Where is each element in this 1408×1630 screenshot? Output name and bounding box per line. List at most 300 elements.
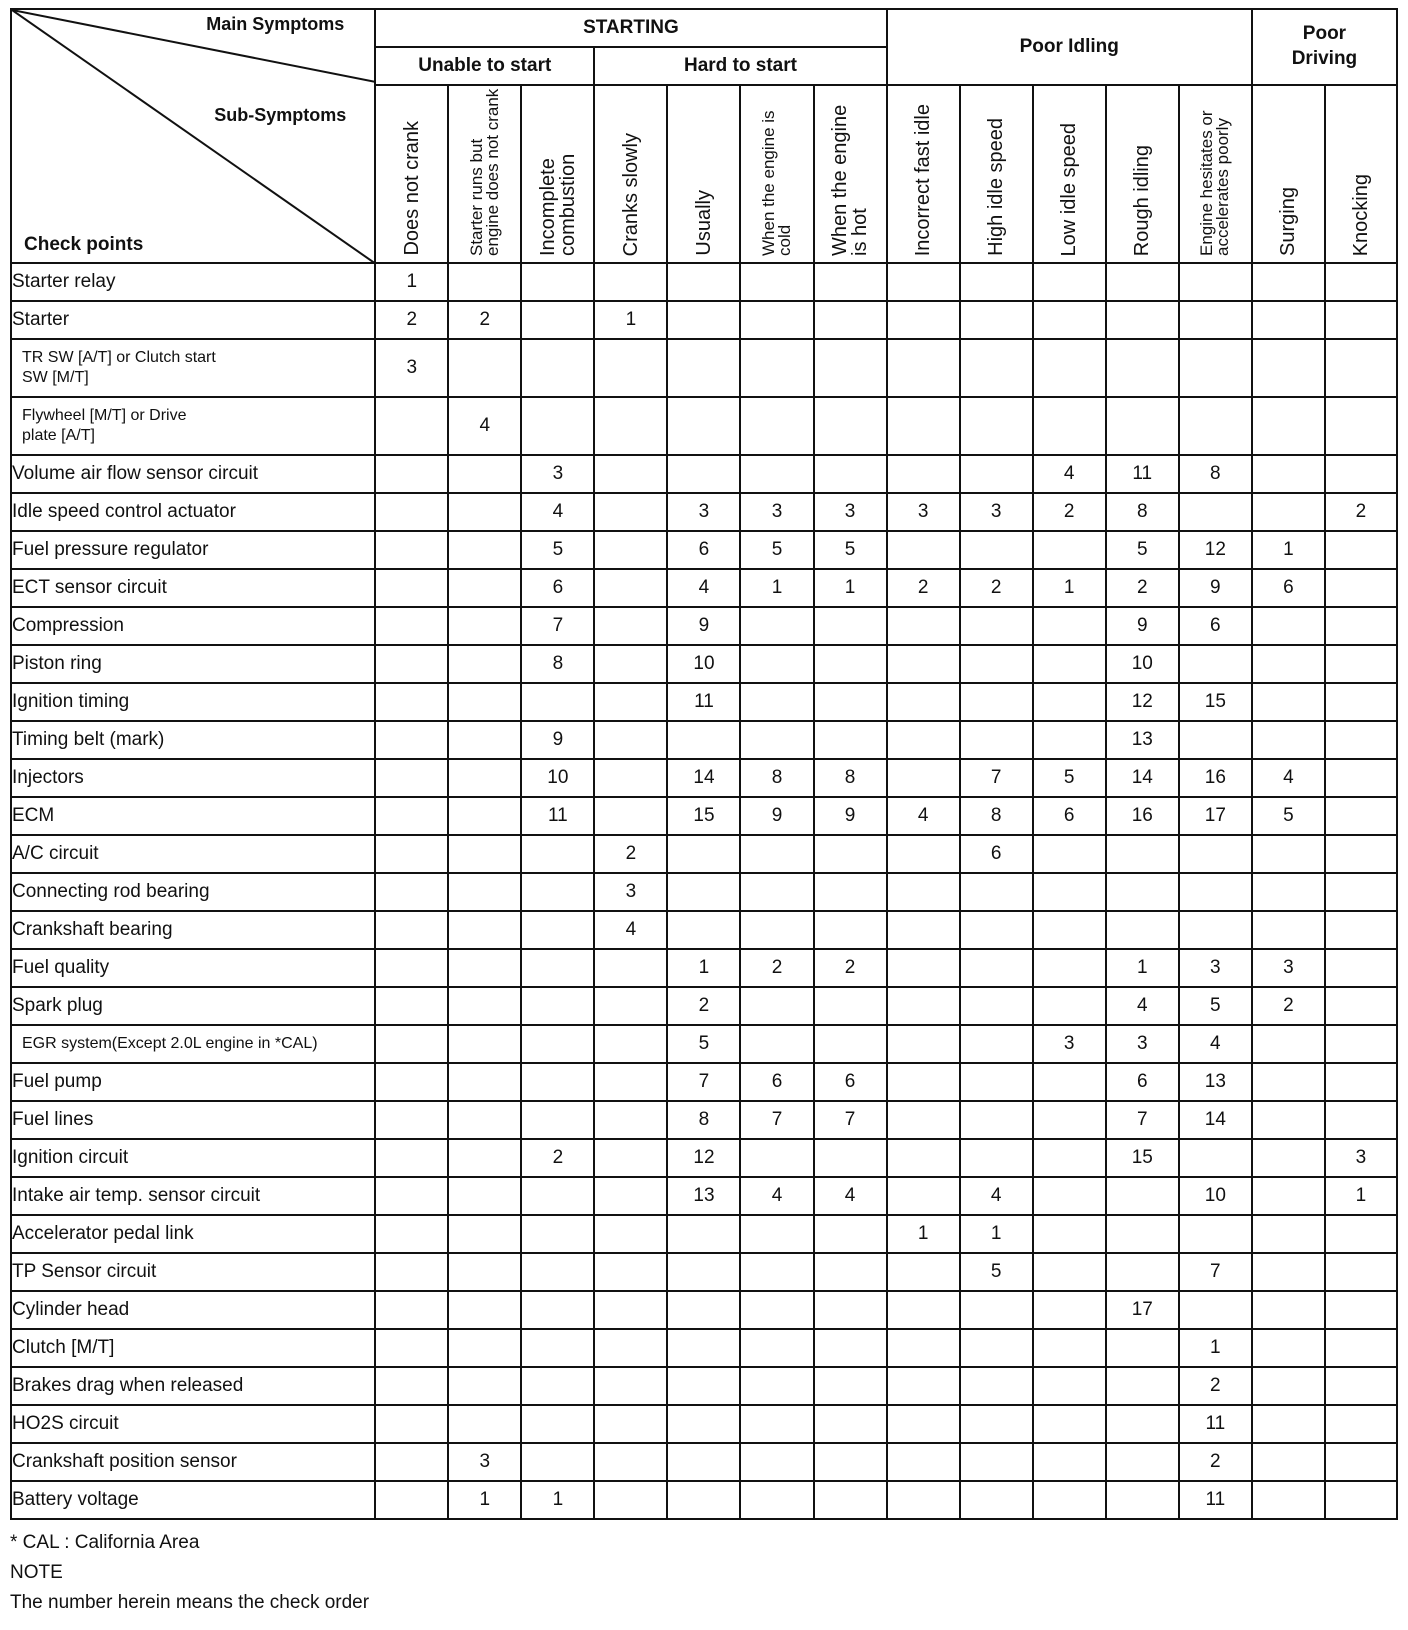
check-order-cell <box>1179 721 1252 759</box>
check-order-cell: 2 <box>960 569 1033 607</box>
check-order-cell <box>594 797 667 835</box>
check-order-cell <box>960 1443 1033 1481</box>
check-order-cell: 3 <box>667 493 740 531</box>
check-order-cell: 15 <box>667 797 740 835</box>
check-order-cell <box>448 531 521 569</box>
check-point-label: Ignition timing <box>11 683 375 721</box>
check-order-cell <box>375 645 448 683</box>
check-order-cell <box>814 1405 887 1443</box>
check-order-cell <box>887 873 960 911</box>
check-point-label: EGR system(Except 2.0L engine in *CAL) <box>11 1025 375 1063</box>
check-order-cell <box>1033 683 1106 721</box>
check-order-cell <box>1325 683 1397 721</box>
check-order-cell <box>1179 645 1252 683</box>
check-order-cell <box>521 987 594 1025</box>
check-order-cell <box>887 339 960 397</box>
table-row <box>11 397 1397 455</box>
check-order-cell <box>594 1101 667 1139</box>
check-order-cell <box>887 455 960 493</box>
check-order-cell <box>667 397 740 455</box>
check-order-cell <box>375 949 448 987</box>
check-order-cell <box>448 949 521 987</box>
check-order-cell <box>375 1025 448 1063</box>
check-order-cell: 2 <box>1106 569 1179 607</box>
check-order-cell: 3 <box>1106 1025 1179 1063</box>
check-order-cell <box>1033 607 1106 645</box>
check-order-cell <box>1179 339 1252 397</box>
table-row <box>11 1291 1397 1329</box>
check-order-cell <box>887 645 960 683</box>
check-order-cell: 17 <box>1106 1291 1179 1329</box>
sub-symptom-header <box>594 85 667 263</box>
check-order-cell <box>960 531 1033 569</box>
check-order-cell: 4 <box>960 1177 1033 1215</box>
check-order-cell <box>887 1291 960 1329</box>
check-order-cell <box>740 683 813 721</box>
check-order-cell <box>594 493 667 531</box>
check-order-cell: 1 <box>521 1481 594 1519</box>
check-order-cell <box>594 1215 667 1253</box>
check-order-cell <box>740 911 813 949</box>
sub-symptom-header <box>1252 85 1325 263</box>
check-order-cell <box>1325 1367 1397 1405</box>
check-order-cell: 10 <box>1106 645 1179 683</box>
check-order-cell <box>1106 397 1179 455</box>
check-order-cell <box>814 721 887 759</box>
check-order-cell <box>960 301 1033 339</box>
check-order-cell <box>814 873 887 911</box>
check-order-cell <box>1252 645 1325 683</box>
check-order-cell <box>521 1025 594 1063</box>
check-order-cell <box>448 339 521 397</box>
check-order-cell: 5 <box>1106 531 1179 569</box>
check-order-cell <box>740 1405 813 1443</box>
check-order-cell <box>667 1215 740 1253</box>
check-order-cell: 4 <box>740 1177 813 1215</box>
check-order-cell <box>667 911 740 949</box>
check-order-cell: 12 <box>1106 683 1179 721</box>
sub-symptom-header <box>375 85 448 263</box>
header-corner-cell <box>11 9 375 263</box>
check-order-cell: 1 <box>375 263 448 301</box>
sub-symptom-label: Usually <box>692 190 715 256</box>
check-order-cell: 2 <box>594 835 667 873</box>
sub-symptom-label: When the engine is hot <box>829 104 872 256</box>
check-point-label: TR SW [A/T] or Clutch start SW [M/T] <box>11 339 375 397</box>
check-order-cell <box>448 569 521 607</box>
table-row <box>11 1367 1397 1405</box>
check-order-cell <box>1252 1291 1325 1329</box>
check-order-cell: 13 <box>667 1177 740 1215</box>
check-order-cell <box>448 263 521 301</box>
check-order-cell <box>594 987 667 1025</box>
check-order-cell <box>1252 397 1325 455</box>
check-order-cell <box>960 949 1033 987</box>
check-order-cell <box>594 1177 667 1215</box>
sub-symptom-label: Does not crank <box>400 121 423 256</box>
check-order-cell: 6 <box>740 1063 813 1101</box>
check-order-cell: 11 <box>667 683 740 721</box>
check-order-cell <box>887 835 960 873</box>
check-point-label: Fuel lines <box>11 1101 375 1139</box>
check-order-cell <box>375 1329 448 1367</box>
check-order-cell: 4 <box>594 911 667 949</box>
check-order-cell <box>1033 339 1106 397</box>
main-symptoms-label: Main Symptoms <box>206 14 345 34</box>
check-order-cell <box>1252 1215 1325 1253</box>
check-order-cell <box>1106 263 1179 301</box>
check-order-cell <box>594 1481 667 1519</box>
check-order-cell: 10 <box>1179 1177 1252 1215</box>
check-order-cell <box>814 339 887 397</box>
check-order-cell <box>1179 493 1252 531</box>
check-order-cell: 14 <box>1106 759 1179 797</box>
check-order-cell: 3 <box>1033 1025 1106 1063</box>
check-point-label: TP Sensor circuit <box>11 1253 375 1291</box>
check-order-cell: 2 <box>375 301 448 339</box>
sub-symptom-header <box>887 85 960 263</box>
check-order-cell <box>814 1025 887 1063</box>
sub-symptom-label: Incorrect fast idle <box>912 103 935 256</box>
check-order-cell <box>667 1329 740 1367</box>
check-order-cell <box>667 263 740 301</box>
check-order-cell <box>1325 987 1397 1025</box>
check-order-cell <box>1033 1443 1106 1481</box>
check-order-cell <box>375 721 448 759</box>
check-point-label: Crankshaft position sensor <box>11 1443 375 1481</box>
check-order-cell: 8 <box>1106 493 1179 531</box>
check-order-cell: 3 <box>740 493 813 531</box>
check-order-cell: 17 <box>1179 797 1252 835</box>
check-order-cell <box>1106 339 1179 397</box>
check-order-cell <box>1325 759 1397 797</box>
check-order-cell: 4 <box>1252 759 1325 797</box>
check-order-cell <box>375 1253 448 1291</box>
check-order-cell <box>960 1367 1033 1405</box>
check-point-label: Connecting rod bearing <box>11 873 375 911</box>
check-order-cell: 7 <box>960 759 1033 797</box>
check-order-cell <box>521 301 594 339</box>
table-row <box>11 987 1397 1025</box>
check-order-cell <box>521 911 594 949</box>
check-order-cell <box>375 397 448 455</box>
check-order-cell <box>887 263 960 301</box>
check-order-cell <box>1106 1405 1179 1443</box>
check-order-cell: 2 <box>1179 1367 1252 1405</box>
check-order-cell: 4 <box>1033 455 1106 493</box>
check-order-cell <box>1325 1405 1397 1443</box>
check-order-cell <box>594 1405 667 1443</box>
check-order-cell <box>1033 1405 1106 1443</box>
check-order-cell: 2 <box>667 987 740 1025</box>
check-order-cell <box>375 1367 448 1405</box>
check-point-label: Piston ring <box>11 645 375 683</box>
check-order-cell <box>1106 1177 1179 1215</box>
check-point-label: Flywheel [M/T] or Drive plate [A/T] <box>11 397 375 455</box>
check-order-cell <box>1033 645 1106 683</box>
check-order-cell <box>1252 301 1325 339</box>
check-order-cell <box>1033 949 1106 987</box>
check-order-cell <box>1252 1101 1325 1139</box>
check-order-cell <box>814 683 887 721</box>
check-point-label: Volume air flow sensor circuit <box>11 455 375 493</box>
check-order-cell <box>1179 911 1252 949</box>
check-order-cell <box>960 987 1033 1025</box>
check-order-cell <box>740 1291 813 1329</box>
table-row <box>11 1025 1397 1063</box>
check-order-cell <box>887 1025 960 1063</box>
check-order-cell <box>740 607 813 645</box>
check-order-cell <box>448 1329 521 1367</box>
check-order-cell <box>521 397 594 455</box>
check-order-cell: 2 <box>1179 1443 1252 1481</box>
check-point-label: Battery voltage <box>11 1481 375 1519</box>
check-order-cell <box>740 721 813 759</box>
check-order-cell: 9 <box>1179 569 1252 607</box>
table-row <box>11 455 1397 493</box>
check-order-cell: 7 <box>814 1101 887 1139</box>
check-order-cell <box>960 455 1033 493</box>
check-order-cell <box>1106 1215 1179 1253</box>
check-order-cell <box>740 1367 813 1405</box>
check-order-cell <box>667 1443 740 1481</box>
check-order-cell <box>814 1481 887 1519</box>
check-order-cell <box>1252 1177 1325 1215</box>
sub-symptom-header <box>960 85 1033 263</box>
check-order-cell <box>448 1177 521 1215</box>
check-order-cell <box>448 721 521 759</box>
check-order-cell: 16 <box>1106 797 1179 835</box>
check-order-cell <box>1179 835 1252 873</box>
check-order-cell <box>1252 493 1325 531</box>
check-order-cell <box>960 645 1033 683</box>
check-order-cell <box>1252 835 1325 873</box>
check-order-cell: 4 <box>667 569 740 607</box>
check-order-cell <box>1033 1177 1106 1215</box>
table-row <box>11 835 1397 873</box>
group-poor-idling: Poor Idling <box>887 9 1252 85</box>
check-order-cell <box>521 339 594 397</box>
check-order-cell <box>521 1405 594 1443</box>
check-order-cell <box>1033 911 1106 949</box>
check-order-cell <box>1325 1101 1397 1139</box>
check-order-cell <box>1033 301 1106 339</box>
check-order-cell <box>521 683 594 721</box>
check-point-label: Ignition circuit <box>11 1139 375 1177</box>
sub-symptom-label: Surging <box>1277 187 1300 256</box>
sub-symptom-header <box>1179 85 1252 263</box>
group-unable-to-start: Unable to start <box>375 47 594 85</box>
check-order-cell <box>887 301 960 339</box>
check-order-cell: 12 <box>1179 531 1252 569</box>
check-order-cell <box>960 911 1033 949</box>
check-order-cell: 9 <box>740 797 813 835</box>
check-order-cell <box>1325 1481 1397 1519</box>
check-order-cell <box>960 1291 1033 1329</box>
check-order-cell <box>1179 301 1252 339</box>
check-order-cell <box>1325 1063 1397 1101</box>
check-order-cell: 3 <box>887 493 960 531</box>
check-order-cell <box>375 493 448 531</box>
check-order-cell <box>667 301 740 339</box>
check-order-cell <box>594 759 667 797</box>
check-order-cell <box>448 493 521 531</box>
check-order-cell <box>667 1291 740 1329</box>
table-row <box>11 911 1397 949</box>
check-order-cell <box>960 1139 1033 1177</box>
table-row <box>11 683 1397 721</box>
check-order-cell <box>1033 531 1106 569</box>
check-order-cell <box>740 1139 813 1177</box>
check-order-cell: 10 <box>667 645 740 683</box>
check-order-cell <box>887 911 960 949</box>
check-point-label: Timing belt (mark) <box>11 721 375 759</box>
check-order-cell <box>1325 397 1397 455</box>
check-order-cell <box>740 835 813 873</box>
check-order-cell <box>1252 683 1325 721</box>
table-row <box>11 569 1397 607</box>
check-order-cell <box>814 1215 887 1253</box>
check-point-label: Compression <box>11 607 375 645</box>
check-order-cell <box>448 1139 521 1177</box>
check-order-cell <box>448 1291 521 1329</box>
check-order-cell <box>375 1215 448 1253</box>
check-order-cell <box>594 397 667 455</box>
check-order-cell: 2 <box>1252 987 1325 1025</box>
check-order-cell <box>1179 1291 1252 1329</box>
check-order-cell: 2 <box>448 301 521 339</box>
check-order-cell <box>887 1405 960 1443</box>
check-order-cell <box>1106 1481 1179 1519</box>
check-order-cell: 1 <box>1033 569 1106 607</box>
check-order-cell <box>375 531 448 569</box>
check-order-cell <box>521 1215 594 1253</box>
table-row <box>11 1405 1397 1443</box>
check-order-cell: 2 <box>1325 493 1397 531</box>
sub-symptom-label: Low idle speed <box>1058 122 1081 256</box>
check-order-cell <box>1106 1367 1179 1405</box>
check-order-cell <box>1252 1025 1325 1063</box>
check-order-cell <box>1325 1025 1397 1063</box>
corner-diagonal-lines <box>12 10 376 264</box>
check-point-label: Intake air temp. sensor circuit <box>11 1177 375 1215</box>
check-order-cell <box>375 607 448 645</box>
check-order-cell: 10 <box>521 759 594 797</box>
table-row <box>11 339 1397 397</box>
check-order-cell <box>448 873 521 911</box>
check-order-cell <box>375 1177 448 1215</box>
check-order-cell <box>375 797 448 835</box>
check-order-cell <box>667 721 740 759</box>
check-order-cell <box>375 987 448 1025</box>
sub-symptoms-label: Sub-Symptoms <box>214 105 347 125</box>
check-order-cell <box>1033 1481 1106 1519</box>
check-order-cell <box>1325 607 1397 645</box>
check-order-cell: 9 <box>1106 607 1179 645</box>
check-order-cell <box>667 1481 740 1519</box>
check-order-cell <box>1325 645 1397 683</box>
check-order-cell: 4 <box>1179 1025 1252 1063</box>
check-order-cell: 6 <box>960 835 1033 873</box>
check-order-cell: 2 <box>887 569 960 607</box>
check-point-label: Clutch [M/T] <box>11 1329 375 1367</box>
check-order-cell <box>1325 455 1397 493</box>
check-order-cell <box>1252 1139 1325 1177</box>
check-order-cell <box>594 1025 667 1063</box>
check-order-cell: 4 <box>814 1177 887 1215</box>
check-order-cell <box>1325 531 1397 569</box>
check-order-cell <box>594 1139 667 1177</box>
check-order-cell: 5 <box>521 531 594 569</box>
check-order-cell: 1 <box>1106 949 1179 987</box>
check-order-cell <box>887 949 960 987</box>
check-order-cell <box>960 1329 1033 1367</box>
check-order-cell <box>814 397 887 455</box>
check-order-cell <box>594 683 667 721</box>
check-order-cell: 11 <box>521 797 594 835</box>
sub-symptom-header <box>814 85 887 263</box>
table-row <box>11 1101 1397 1139</box>
check-order-cell <box>375 759 448 797</box>
check-order-cell <box>887 1367 960 1405</box>
check-order-cell <box>887 397 960 455</box>
cal-footnote: * CAL : California Area <box>10 1532 200 1553</box>
check-order-cell: 11 <box>1106 455 1179 493</box>
check-order-cell <box>375 1139 448 1177</box>
diagnosis-table-container <box>10 8 1398 1618</box>
check-order-cell <box>1106 301 1179 339</box>
check-order-cell <box>1179 397 1252 455</box>
check-order-cell: 6 <box>1106 1063 1179 1101</box>
check-order-cell <box>1033 873 1106 911</box>
check-order-cell <box>448 1063 521 1101</box>
check-order-cell <box>814 645 887 683</box>
check-order-cell: 13 <box>1179 1063 1252 1101</box>
check-order-cell <box>814 455 887 493</box>
check-order-cell: 6 <box>1033 797 1106 835</box>
check-order-cell <box>960 1481 1033 1519</box>
check-order-cell: 1 <box>740 569 813 607</box>
check-order-cell <box>960 683 1033 721</box>
check-order-cell <box>448 759 521 797</box>
check-point-label: Fuel pump <box>11 1063 375 1101</box>
group-poor-driving-label: Poor Driving <box>1291 23 1358 69</box>
group-poor-driving <box>1252 9 1397 85</box>
check-order-cell <box>1033 263 1106 301</box>
check-order-cell <box>1033 987 1106 1025</box>
check-order-cell <box>594 645 667 683</box>
check-order-cell <box>1106 911 1179 949</box>
check-order-cell <box>448 1101 521 1139</box>
check-order-cell <box>814 1291 887 1329</box>
check-point-label: Cylinder head <box>11 1291 375 1329</box>
check-order-cell: 1 <box>887 1215 960 1253</box>
table-row <box>11 263 1397 301</box>
check-order-cell <box>448 645 521 683</box>
check-order-cell <box>814 1329 887 1367</box>
check-order-cell <box>960 1405 1033 1443</box>
check-order-cell: 6 <box>1252 569 1325 607</box>
check-order-cell <box>1252 1063 1325 1101</box>
check-order-cell <box>375 1291 448 1329</box>
check-order-cell <box>1325 1215 1397 1253</box>
check-order-cell <box>740 301 813 339</box>
check-order-cell <box>594 1443 667 1481</box>
check-point-label: HO2S circuit <box>11 1405 375 1443</box>
check-order-cell: 1 <box>1252 531 1325 569</box>
check-order-cell <box>887 1329 960 1367</box>
table-row <box>11 721 1397 759</box>
